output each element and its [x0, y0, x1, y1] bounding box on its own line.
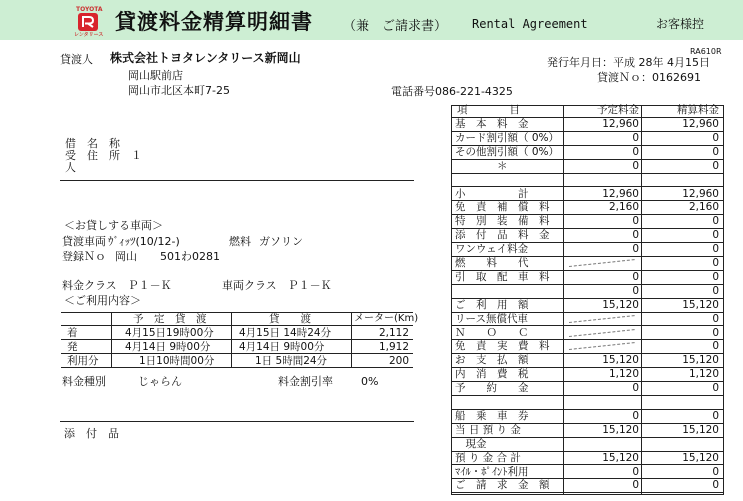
- logo-top-text: TOYOTA: [76, 6, 103, 13]
- usage-row-label: 発: [67, 341, 78, 353]
- logo-mark-icon: [78, 13, 98, 31]
- charges-row: [451, 340, 723, 354]
- rental-number: 貸渡Ｎｏ：0162691: [597, 71, 701, 84]
- charges-row-planned: 1,120: [608, 368, 639, 381]
- charges-row-planned: 12,960: [602, 187, 639, 200]
- charges-row-planned: 0: [632, 409, 639, 422]
- charges-row-planned: 0: [632, 215, 639, 228]
- charges-row-settled: 0: [712, 479, 719, 492]
- charges-table: [451, 105, 723, 494]
- issue-date: 発行年月日：平成 28年 4月15日: [547, 56, 710, 69]
- charges-row-settled: 15,120: [682, 354, 719, 367]
- charges-row-settled: 0: [712, 340, 719, 353]
- charges-row-planned: 0: [632, 159, 639, 172]
- usage-col-1: [111, 312, 112, 367]
- charges-row-planned: 0: [632, 284, 639, 297]
- charges-row-settled: 15,120: [682, 451, 719, 464]
- usage-row-actual: 1日 5時間24分: [255, 355, 328, 367]
- usage-row-meter: 2,112: [378, 327, 409, 339]
- issuer-company: 株式会社トヨタレンタリース新岡山: [110, 51, 301, 65]
- charges-row-label: 特 別 装 備 料: [455, 215, 550, 228]
- charges-row-settled: 0: [712, 159, 719, 172]
- charges-header-settled: 精算料金: [677, 104, 719, 116]
- usage-row-planned: 4月15日19時00分: [125, 327, 214, 339]
- charges-row-settled: 12,960: [682, 187, 719, 200]
- toyota-rentalease-logo: [72, 6, 106, 36]
- charges-row-label: 当 日 預 り 金: [455, 423, 521, 436]
- charges-row-label: ご 利 用 額: [455, 298, 529, 311]
- attachment-divider: [60, 421, 414, 422]
- customer-copy-label: お客様控: [656, 17, 705, 31]
- charges-row: [451, 285, 723, 299]
- charges-row: [451, 132, 723, 146]
- charges-row-settled: 0: [712, 326, 719, 339]
- fuel-type: ガソリン: [259, 235, 303, 248]
- charges-row: [451, 174, 723, 188]
- charges-row-label: 基 本 料 金: [455, 118, 529, 130]
- charges-row: [451, 146, 723, 160]
- charges-row-planned: 0: [632, 479, 639, 492]
- charges-row-settled: 12,960: [682, 118, 719, 130]
- registration-number: 501わ0281: [160, 250, 220, 263]
- issuer-label: 貸渡人: [60, 53, 93, 66]
- charges-row: [451, 424, 723, 438]
- usage-row-planned: 4月14日 9時00分: [125, 341, 211, 353]
- charges-row-label: 預 り 金 合 計: [455, 451, 521, 464]
- charges-row-settled: 15,120: [682, 423, 719, 436]
- charges-row-label: 添 付 品 料 金: [455, 229, 550, 242]
- charges-row-label: 引 取 配 車 料: [455, 270, 550, 283]
- charges-row: [451, 313, 723, 327]
- usage-row-meter: 200: [388, 355, 409, 367]
- charges-row-planned: 0: [632, 131, 639, 144]
- usage-row-planned: 1日10時間00分: [139, 355, 215, 367]
- charges-row-planned: 0: [632, 243, 639, 256]
- vehicle-model-label: 貸渡車両: [62, 235, 106, 248]
- vehicle-section-title: ＜お貸しする車両＞: [64, 219, 163, 232]
- charges-row-settled: 0: [712, 270, 719, 283]
- charges-row-settled: 0: [712, 243, 719, 256]
- charges-row-settled: 0: [712, 257, 719, 269]
- not-applicable-strike: [569, 259, 635, 267]
- document-title: 貸渡料金精算明細書: [115, 10, 313, 34]
- charges-row: [451, 354, 723, 368]
- charges-row-settled: 0: [712, 131, 719, 144]
- discount-value: 0%: [361, 375, 379, 388]
- charges-row-planned: 15,120: [602, 423, 639, 436]
- charges-row: [451, 382, 723, 396]
- not-applicable-strike: [569, 329, 635, 337]
- charges-row-label: カード割引額（ 0%）: [455, 131, 559, 144]
- logo-bottom-text: レンタリース: [74, 32, 104, 38]
- charges-header-row: [451, 105, 723, 118]
- charges-row-label: その他割引額（ 0%）: [455, 145, 559, 158]
- charges-row: [451, 479, 723, 493]
- vehicle-model: ｳﾞｨｯﾂ(10/12-): [108, 235, 180, 248]
- charges-row: [451, 160, 723, 174]
- usage-rule-1: [61, 325, 413, 326]
- usage-row-actual: 4月15日 14時24分: [239, 327, 332, 339]
- charges-row-planned: 12,960: [602, 118, 639, 130]
- charges-row: [451, 215, 723, 229]
- charges-row-settled: 0: [712, 145, 719, 158]
- charges-row-planned: 15,120: [602, 298, 639, 311]
- charges-row-planned: 15,120: [602, 354, 639, 367]
- charges-row-planned: 15,120: [602, 451, 639, 464]
- usage-rule-3: [61, 353, 413, 354]
- charges-row-settled: 0: [712, 382, 719, 395]
- charges-row-settled: 0: [712, 215, 719, 228]
- charges-row: [451, 118, 723, 132]
- charges-row-settled: 0: [712, 409, 719, 422]
- charges-row-label: ﾏｲﾙ・ﾎﾟｲﾝﾄ利用: [455, 465, 529, 478]
- document-subtitle: （兼 ご請求書）: [343, 19, 448, 34]
- usage-rule-bottom: [61, 367, 413, 368]
- charges-row-label: 現金: [455, 437, 487, 450]
- charges-row-settled: 15,120: [682, 298, 719, 311]
- charges-row: [451, 299, 723, 313]
- attachment-label: 添 付 品: [64, 427, 119, 440]
- charges-row: [451, 243, 723, 257]
- registration-label: 登録Ｎｏ: [62, 250, 106, 263]
- charges-row-label: 内 消 費 税: [455, 368, 529, 381]
- usage-table: [61, 312, 419, 368]
- charges-row-label: ご 請 求 金 額: [455, 479, 550, 492]
- charges-row: [451, 466, 723, 480]
- registration-area: 岡山: [115, 250, 137, 263]
- charges-row-settled: 2,160: [688, 201, 719, 214]
- charges-row-label: 燃 料 代: [455, 257, 529, 269]
- usage-row-meter: 1,912: [378, 341, 409, 353]
- english-title: Rental Agreement: [472, 17, 588, 31]
- charges-row-label: Ｎ Ｏ Ｃ: [455, 326, 529, 339]
- charges-row: [451, 327, 723, 341]
- charges-row: [451, 271, 723, 285]
- usage-header-meter: メーター(Km): [354, 313, 419, 324]
- charges-row: [451, 257, 723, 271]
- charges-header-item: 項 目: [457, 104, 520, 116]
- fee-type-label: 料金種別: [62, 375, 106, 388]
- charges-row: [451, 410, 723, 424]
- charges-row-label: 免 責 実 費 料: [455, 340, 550, 353]
- usage-header-actual: 貸 渡: [269, 313, 311, 325]
- fuel-label: 燃料: [229, 235, 251, 248]
- usage-col-2: [231, 312, 232, 367]
- charges-row-settled: 0: [712, 284, 719, 297]
- charges-row-label: 予 約 金: [455, 382, 529, 395]
- charges-row: [451, 229, 723, 243]
- fee-class: 料金クラス Ｐ１－Ｋ: [62, 279, 172, 292]
- charges-row-label: ＊: [455, 159, 508, 172]
- charges-row-planned: 0: [632, 270, 639, 283]
- charges-row-label: 小 計: [455, 187, 529, 200]
- charges-row: [451, 201, 723, 215]
- charges-row-label: ワンウェイ料金: [455, 243, 529, 256]
- charges-row-planned: 0: [632, 229, 639, 242]
- fee-type: じゃらん: [138, 375, 182, 388]
- issuer-branch: 岡山駅前店: [128, 69, 183, 82]
- form-code: RA610R: [690, 47, 722, 56]
- not-applicable-strike: [569, 342, 635, 350]
- borrower-divider: [60, 180, 414, 181]
- charges-row: [451, 438, 723, 452]
- usage-row-actual: 4月14日 9時00分: [239, 341, 325, 353]
- charges-row-settled: 0: [712, 229, 719, 242]
- usage-header-planned: 予 定 貸 渡: [133, 313, 207, 325]
- not-applicable-strike: [569, 315, 635, 323]
- charges-row: [451, 188, 723, 202]
- usage-section-title: ＜ご利用内容＞: [64, 294, 141, 307]
- charges-row-settled: 0: [712, 465, 719, 478]
- charges-row-planned: 2,160: [608, 201, 639, 214]
- borrower-name-label: 借 名 称: [65, 137, 120, 150]
- charges-row-label: お 支 払 額: [455, 354, 529, 367]
- issuer-phone: 電話番号086-221-4325: [391, 85, 513, 98]
- borrower-address-label: 受 住 所 １: [65, 149, 142, 162]
- charges-row-label: 船 乗 車 券: [455, 409, 529, 422]
- car-class: 車両クラス Ｐ１－Ｋ: [222, 279, 332, 292]
- charges-row-settled: 0: [712, 312, 719, 325]
- charges-row-label: リース無償代車: [455, 312, 528, 325]
- charges-row-planned: 0: [632, 145, 639, 158]
- charges-header-planned: 予定料金: [597, 104, 639, 116]
- charges-row-planned: 0: [632, 382, 639, 395]
- charges-row-planned: 0: [632, 465, 639, 478]
- borrower-person-label: 人: [65, 161, 76, 174]
- charges-row: [451, 368, 723, 382]
- charges-row-label: 免 責 補 償 料: [455, 201, 550, 214]
- usage-row-label: 着: [67, 327, 78, 339]
- usage-rule-2: [61, 339, 413, 340]
- discount-label: 料金割引率: [278, 375, 333, 388]
- issuer-address: 岡山市北区本町7-25: [128, 84, 230, 97]
- charges-row-settled: 1,120: [688, 368, 719, 381]
- usage-row-label: 利用分: [67, 355, 99, 367]
- charges-row: [451, 452, 723, 466]
- charges-row: [451, 396, 723, 410]
